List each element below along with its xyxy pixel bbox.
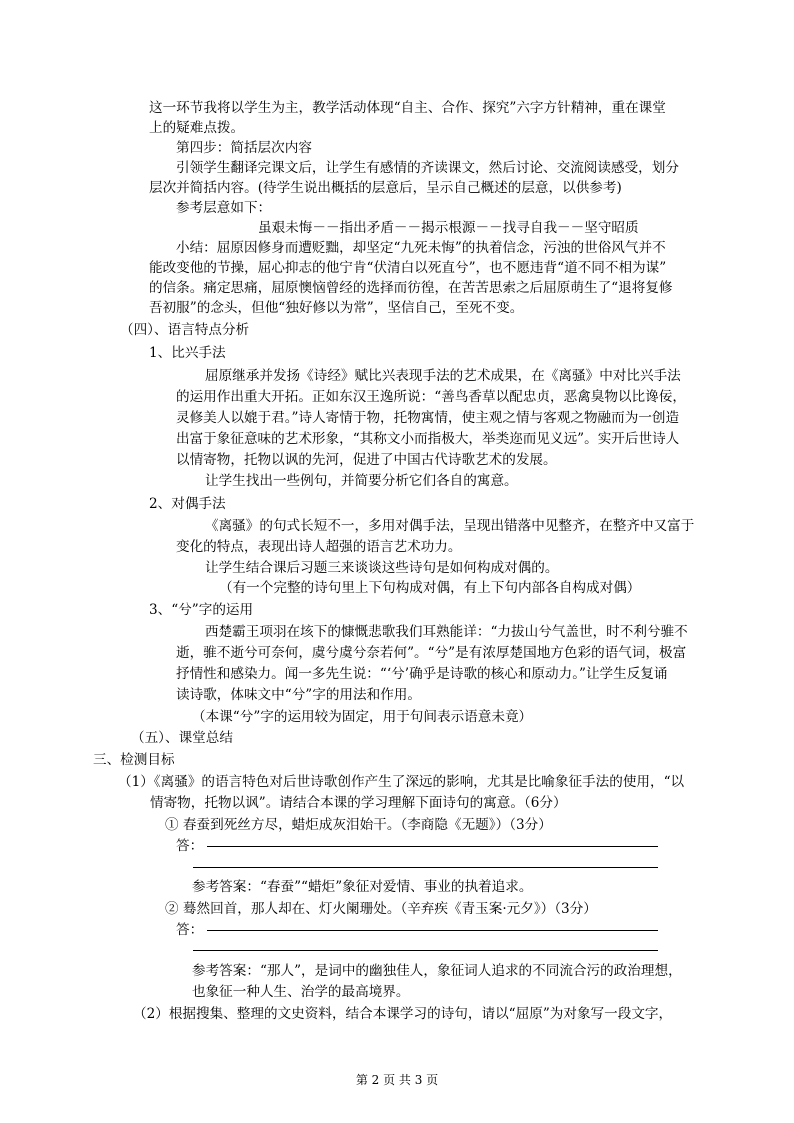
text-line: 吾初服”的念头，但他“独好修以为常”，坚信自己，至死不变。 bbox=[149, 300, 524, 316]
text-line: 引领学生翻译完课文后，让学生有感情的齐读课文，然后讨论、交流阅读感受，划分 bbox=[176, 160, 679, 176]
answer-label: 答： bbox=[176, 922, 204, 938]
text-line: 出富于象征意味的艺术形象，“其称文小而指极大，举类迩而见义远”。实开后世诗人 bbox=[176, 431, 680, 447]
text-line: 的信条。痛定思痛，屈原懊恼曾经的选择而彷徨，在苦苦思索之后屈原萌生了“退将复修 bbox=[149, 280, 673, 296]
text-line: （有一个完整的诗句里上下句构成对偶，有上下句内部各自构成对偶） bbox=[219, 580, 641, 596]
answer-line bbox=[207, 846, 658, 847]
text-line: 灵修美人以媲于君。”诗人寄情于物，托物寓情，使主观之情与客观之物融而为一创造 bbox=[176, 410, 680, 426]
section-heading: （五）、课堂总结 bbox=[131, 730, 233, 746]
text-line: 《离骚》的句式长短不一，多用对偶手法，呈现出错落中见整齐，在整齐中又富于 bbox=[205, 518, 695, 534]
question-text: （1）《离骚》的语言特色对后世诗歌创作产生了深远的影响，尤其是比喻象征手法的使用，“以 bbox=[118, 774, 685, 790]
text-line: 参考层意如下： bbox=[176, 200, 272, 216]
text-line: 以情寄物，托物以讽的先河，促进了中国古代诗歌艺术的发展。 bbox=[176, 452, 557, 468]
text-line: 抒情性和感染力。闻一多先生说：“‘兮’确乎是诗歌的核心和原动力。”让学生反复诵 bbox=[176, 666, 668, 682]
question-item: ② 蓦然回首，那人却在、灯火阑珊处。（辛弃疾《青玉案·元夕》）（3分） bbox=[165, 901, 597, 917]
text-line: 逝，骓不逝兮可奈何，虞兮虞兮奈若何”。“兮”是有浓厚楚国地方色彩的语气词，极富 bbox=[176, 645, 687, 661]
text-line: 层次并简括内容。(待学生说出概括的层意后，呈示自己概述的层意，以供参考) bbox=[149, 180, 622, 196]
text-line: 这一环节我将以学生为主，教学活动体现“自主、合作、探究”六字方针精神，重在课堂 bbox=[149, 100, 666, 116]
text-line: 让学生找出一些例句，并简要分析它们各自的寓意。 bbox=[205, 473, 518, 489]
reference-answer: 也象征一种人生、治学的最高境界。 bbox=[192, 984, 410, 1000]
text-line: 的运用作出重大开拓。正如东汉王逸所说：“善鸟香草以配忠贞，恶禽臭物以比谗佞， bbox=[176, 389, 686, 405]
page-footer: 第 2 页 共 3 页 bbox=[355, 1073, 439, 1087]
question-item: ① 春蚕到死丝方尽，蜡炬成灰泪始干。（李商隐《无题》）（3分） bbox=[165, 817, 552, 833]
answer-label: 答： bbox=[176, 838, 204, 854]
text-line: （本课“兮”字的运用较为固定，用于句间表示语意未竟） bbox=[192, 709, 533, 725]
subsection-heading: 1、比兴手法 bbox=[149, 345, 226, 361]
reference-answer: 参考答案：“春蚕”“蜡炬”象征对爱情、事业的执着追求。 bbox=[192, 879, 533, 895]
section-heading: （四）、语言特点分析 bbox=[120, 322, 250, 338]
answer-line bbox=[207, 930, 658, 931]
subsection-heading: 2、对偶手法 bbox=[149, 496, 226, 512]
section-heading: 第四步：简括层次内容 bbox=[176, 140, 312, 156]
subsection-heading: 3、“兮”字的运用 bbox=[149, 602, 254, 618]
text-line: 屈原继承并发扬《诗经》赋比兴表现手法的艺术成果，在《离骚》中对比兴手法 bbox=[205, 368, 681, 384]
text-line: 小结：屈原因修身而遭贬黜，却坚定“九死未悔”的执着信念，污浊的世俗风气并不 bbox=[176, 240, 666, 256]
question-text: 情寄物，托物以讽”。请结合本课的学习理解下面诗句的寓意。（6分） bbox=[150, 795, 567, 811]
question-text: （2）根据搜集、整理的文史资料，结合本课学习的诗句，请以“屈原”为对象写一段文字， bbox=[133, 1006, 673, 1022]
text-line: 变化的特点，表现出诗人超强的语言艺术功力。 bbox=[176, 539, 462, 555]
structure-summary: 虽艰未悔－－指出矛盾－－揭示根源－－找寻自我－－坚守昭质 bbox=[258, 220, 639, 236]
text-line: 让学生结合课后习题三来谈谈这些诗句是如何构成对偶的。 bbox=[205, 560, 559, 576]
answer-line bbox=[193, 950, 658, 951]
text-line: 西楚霸王项羽在垓下的慷慨悲歌我们耳熟能详：“力拔山兮气盖世，时不利兮骓不 bbox=[205, 624, 688, 640]
text-line: 上的疑难点拨。 bbox=[149, 120, 245, 136]
section-heading: 三、检测目标 bbox=[93, 752, 175, 768]
answer-line bbox=[193, 867, 658, 868]
text-line: 读诗歌，体味文中“兮”字的用法和作用。 bbox=[176, 687, 421, 703]
reference-answer: 参考答案：“那人”，是词中的幽独佳人，象征词人追求的不同流合污的政治理想， bbox=[192, 963, 682, 979]
text-line: 能改变他的节操，屈心抑志的他宁肯“伏清白以死直兮”，也不愿违背“道不同不相为谋” bbox=[149, 260, 667, 276]
